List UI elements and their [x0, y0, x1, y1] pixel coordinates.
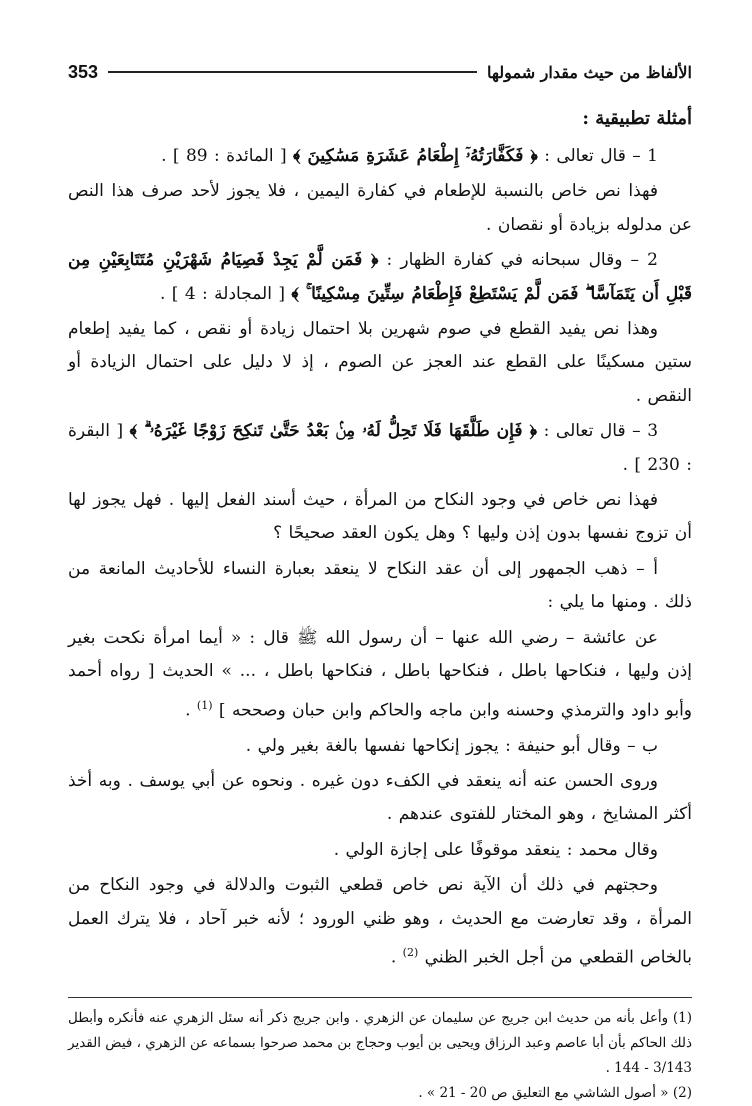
document-page [68, 52, 692, 1106]
paragraph-argument: وحجتهم في ذلك أن الآية نص خاص قطعي الثبوت والدلالة في وجود النكاح من المرأة ، وقد تعارضت مع الحديث ، وهو ظني الورود ؛ لأنه خبر آحاد ، فلا يترك العمل بالخاص القطعي من أجل الخبر الظني $^{(2)}$ . [68, 875, 692, 968]
paragraph-commentary-2: وهذا نص يفيد القطع في صوم شهرين بلا احتمال زيادة أو نقص ، كما يفيد إطعام ستين مسكينًا على القطع عند العجز عن الصوم ، إذ لا دليل على احتمال الزيادة أو النقص . [68, 319, 692, 406]
paragraph-example-3: 3 – قال تعالى : ﴿ فَإِن طَلَّقَهَا فَلَا تَحِلُّ لَهُۥ مِنۢ بَعْدُ حَتَّىٰ تَنكِحَ زَوْجًا غَيْرَهُۥ ۗ ﴾ [ البقرة : 230 ] . [68, 421, 692, 475]
paragraph-muhammad: وقال محمد : ينعقد موقوفًا على إجازة الولي . [333, 839, 658, 860]
running-head: الألفاظ من حيث مقدار شمولها [487, 62, 692, 82]
paragraph-example-2: 2 – وقال سبحانه في كفارة الظهار : ﴿ فَمَن لَّمْ يَجِدْ فَصِيَامُ شَهْرَيْنِ مُتَتَابِعَيْنِ مِن قَبْلِ أَن يَتَمَآسَّا ۖ فَمَن لَّمْ يَسْتَطِعْ فَإِطْعَامُ سِتِّينَ مِسْكِينًا ۚ ﴾ [ المجادلة : 4 ] . [68, 250, 692, 304]
paragraph-example-1: 1 – قال تعالى : ﴿ فَكَفَّارَتُهُۥٓ إِطْعَامُ عَشَرَةِ مَسَٰكِينَ ﴾ [ المائدة : 89 ] . [161, 146, 658, 166]
page-number: 353 [68, 61, 99, 82]
footnotes [68, 1006, 692, 1106]
footnote-ref-2: (2) [402, 946, 419, 959]
footnote-divider [68, 997, 692, 998]
quran-verse: ﴿ فَمَن لَّمْ يَجِدْ فَصِيَامُ شَهْرَيْنِ مُتَتَابِعَيْنِ مِن قَبْلِ أَن يَتَمَآسَّا ۖ فَمَن لَّمْ يَسْتَطِعْ فَإِطْعَامُ سِتِّينَ مِسْكِينًا ۚ ﴾ [68, 250, 692, 304]
paragraph-majority-view: أ – ذهب الجمهور إلى أن عقد النكاح لا ينعقد بعبارة النساء للأحاديث المانعة من ذلك . ومنها ما يلي : [68, 558, 692, 613]
paragraph-commentary-3: فهذا نص خاص في وجود النكاح من المرأة ، حيث أسند الفعل إليها . فهل يجوز لها أن تزوج نفسها بدون إذن وليها ؟ وهل يكون العقد صحيحًا ؟ [68, 490, 692, 544]
section-title: أمثلة تطبيقية : [582, 108, 692, 129]
footnote-ref-1: (1) [196, 698, 213, 712]
footnote-1: (1) وأعل بأنه من حديث ابن جريج عن سليمان عن الزهري . وابن جريج ذكر أنه سئل الزهري عنه فأنكره وأبطل ذلك الحاكم بأن أبا عاصم وعبد الرزاق ويحيى بن أيوب وحجاج بن محمد صرحوا بسماعه عن الزهري ، فيض القدير 3/143 - 144 . [68, 1010, 692, 1077]
paragraph-abu-hanifa: ب – وقال أبو حنيفة : يجوز إنكاحها نفسها بالغة بغير ولي . [245, 735, 658, 756]
quran-verse: ﴿ فَإِن طَلَّقَهَا فَلَا تَحِلُّ لَهُۥ مِنۢ بَعْدُ حَتَّىٰ تَنكِحَ زَوْجًا غَيْرَهُۥ ۗ ﴾ [129, 421, 538, 442]
footnote-2: (2) « أصول الشاشي مع التعليق ص 20 - 21 » . [418, 1085, 692, 1102]
body-text [68, 140, 692, 975]
header-rule [108, 71, 477, 73]
page-header [68, 52, 692, 92]
paragraph-hadith: عن عائشة – رضي الله عنها – أن رسول الله ﷺ قال : « أيما امرأة نكحت بغير إذن وليها ، فنكاحها باطل ، فنكاحها باطل ، فنكاحها باطل ، ... » الحديث [ رواه أحمد وأبو داود والترمذي وحسنه وابن ماجه والحاكم وابن حبان وصححه ] $^{(1)}$ . [68, 627, 692, 721]
quran-verse: ﴿ فَكَفَّارَتُهُۥٓ إِطْعَامُ عَشَرَةِ مَسَٰكِينَ ﴾ [293, 146, 538, 166]
paragraph-hasan-narration: وروى الحسن عنه أنه ينعقد في الكفء دون غيره . ونحوه عن أبي يوسف . وبه أخذ أكثر المشايخ ، وهو المختار للفتوى عندهم . [68, 770, 692, 825]
paragraph-commentary-1: فهذا نص خاص بالنسبة للإطعام في كفارة اليمين ، فلا يجوز لأحد صرف هذا النص عن مدلوله بزيادة أو نقصان . [68, 181, 692, 235]
